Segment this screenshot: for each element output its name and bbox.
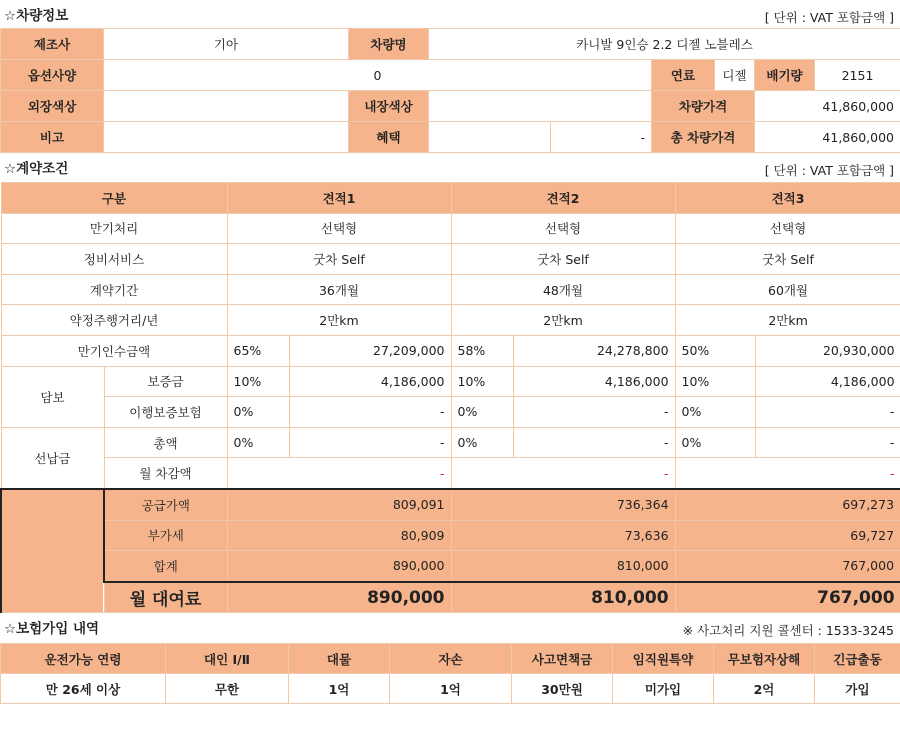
vehicle-section-header — [0, 0, 900, 28]
maintenance-q3: 굿차 Self — [675, 244, 900, 275]
monthly-fee-label: 월 대여료 — [104, 582, 227, 613]
supply-label: 공급가액 — [104, 489, 227, 520]
fuel-value: 디젤 — [715, 60, 755, 91]
benefit-label: 혜택 — [349, 122, 429, 153]
remark-label: 비고 — [1, 122, 104, 153]
insurance-section-header — [0, 613, 900, 643]
ins-header-bodily: 대인 Ⅰ/Ⅱ — [166, 644, 289, 674]
sum-q3: 767,000 — [675, 551, 900, 582]
ins-value-deductible: 30만원 — [512, 674, 613, 704]
maintenance-q2: 굿차 Self — [451, 244, 675, 275]
fee-block-margin — [1, 489, 104, 613]
ins-header-deductible: 사고면책금 — [512, 644, 613, 674]
prepay-amount-q3: - — [755, 427, 900, 458]
price-value: 41,860,000 — [755, 91, 900, 122]
collateral-label: 담보 — [1, 366, 104, 427]
monthly-fee-q1: 890,000 — [227, 582, 451, 613]
maintenance-label: 정비서비스 — [1, 244, 227, 275]
prepay-total-label: 총액 — [104, 427, 227, 458]
mileage-q1: 2만km — [227, 305, 451, 336]
ins-value-emergency: 가입 — [815, 674, 900, 704]
contract-unit-note: [ 단위 : VAT 포함금액 ] — [764, 163, 894, 178]
total-price-value: 41,860,000 — [755, 122, 900, 153]
ins-header-property: 대물 — [289, 644, 390, 674]
benefit-value — [429, 122, 551, 153]
deposit-label: 보증금 — [104, 366, 227, 397]
residual-label: 만기인수금액 — [1, 335, 227, 366]
callcenter-note: ※ 사고처리 지원 콜센터 : 1533-3245 — [682, 623, 894, 639]
monthly-fee-q3: 767,000 — [675, 582, 900, 613]
guarantee-rate-q2: 0% — [451, 397, 513, 428]
contract-section-header — [0, 153, 900, 182]
exterior-color-value — [104, 91, 349, 122]
vat-label: 부가세 — [104, 520, 227, 551]
deposit-rate-q3: 10% — [675, 366, 755, 397]
supply-q1: 809,091 — [227, 489, 451, 520]
maintenance-q1: 굿차 Self — [227, 244, 451, 275]
guarantee-insurance-label: 이행보증보험 — [104, 397, 227, 428]
model-label: 차량명 — [349, 29, 429, 60]
residual-amount-q3: 20,930,000 — [755, 335, 900, 366]
supply-q2: 736,364 — [451, 489, 675, 520]
vat-q3: 69,727 — [675, 520, 900, 551]
guarantee-amount-q1: - — [289, 397, 451, 428]
period-q1: 36개월 — [227, 274, 451, 305]
deposit-amount-q2: 4,186,000 — [513, 366, 675, 397]
period-q2: 48개월 — [451, 274, 675, 305]
model-value: 카니발 9인승 2.2 디젤 노블레스 — [429, 29, 900, 60]
prepay-amount-q1: - — [289, 427, 451, 458]
ins-value-uninsured: 2억 — [714, 674, 815, 704]
remark-value — [104, 122, 349, 153]
vehicle-section-title: ☆차량정보 — [4, 8, 69, 24]
quote2-header: 견적2 — [451, 183, 675, 214]
maturity-q2: 선택형 — [451, 213, 675, 244]
options-value: 0 — [104, 60, 652, 91]
quote3-header: 견적3 — [675, 183, 900, 214]
monthly-deduction-q3: - — [675, 458, 900, 489]
sum-q2: 810,000 — [451, 551, 675, 582]
vat-q1: 80,909 — [227, 520, 451, 551]
contract-table — [0, 182, 900, 613]
prepay-rate-q3: 0% — [675, 427, 755, 458]
category-header: 구분 — [1, 183, 227, 214]
guarantee-amount-q3: - — [755, 397, 900, 428]
exterior-color-label: 외장색상 — [1, 91, 104, 122]
maker-label: 제조사 — [1, 29, 104, 60]
period-label: 계약기간 — [1, 274, 227, 305]
guarantee-amount-q2: - — [513, 397, 675, 428]
vehicle-info-table — [0, 28, 900, 153]
maturity-label: 만기처리 — [1, 213, 227, 244]
benefit-amount: - — [551, 122, 652, 153]
residual-amount-q2: 24,278,800 — [513, 335, 675, 366]
residual-rate-q3: 50% — [675, 335, 755, 366]
fuel-label: 연료 — [652, 60, 715, 91]
ins-value-property: 1억 — [289, 674, 390, 704]
prepay-rate-q1: 0% — [227, 427, 289, 458]
maturity-q3: 선택형 — [675, 213, 900, 244]
period-q3: 60개월 — [675, 274, 900, 305]
displacement-label: 배기량 — [755, 60, 815, 91]
interior-color-label: 내장색상 — [349, 91, 429, 122]
ins-value-bodily: 무한 — [166, 674, 289, 704]
residual-rate-q2: 58% — [451, 335, 513, 366]
maturity-q1: 선택형 — [227, 213, 451, 244]
prepay-rate-q2: 0% — [451, 427, 513, 458]
monthly-deduction-q1: - — [227, 458, 451, 489]
contract-section-title: ☆계약조건 — [4, 161, 69, 177]
residual-amount-q1: 27,209,000 — [289, 335, 451, 366]
monthly-fee-q2: 810,000 — [451, 582, 675, 613]
deposit-amount-q1: 4,186,000 — [289, 366, 451, 397]
displacement-value: 2151 — [815, 60, 900, 91]
ins-header-age: 운전가능 연령 — [1, 644, 166, 674]
deposit-rate-q1: 10% — [227, 366, 289, 397]
guarantee-rate-q1: 0% — [227, 397, 289, 428]
maker-value: 기아 — [104, 29, 349, 60]
deposit-rate-q2: 10% — [451, 366, 513, 397]
interior-color-value — [429, 91, 652, 122]
prepay-amount-q2: - — [513, 427, 675, 458]
ins-header-self: 자손 — [390, 644, 512, 674]
sum-label: 합계 — [104, 551, 227, 582]
ins-value-age: 만 26세 이상 — [1, 674, 166, 704]
guarantee-rate-q3: 0% — [675, 397, 755, 428]
ins-header-employee: 임직원특약 — [613, 644, 714, 674]
mileage-q3: 2만km — [675, 305, 900, 336]
insurance-section-title: ☆보험가입 내역 — [4, 621, 100, 638]
deposit-amount-q3: 4,186,000 — [755, 366, 900, 397]
mileage-label: 약정주행거리/년 — [1, 305, 227, 336]
options-label: 옵션사양 — [1, 60, 104, 91]
insurance-table — [0, 643, 900, 704]
prepay-label: 선납금 — [1, 427, 104, 489]
price-label: 차량가격 — [652, 91, 755, 122]
ins-value-self: 1억 — [390, 674, 512, 704]
vat-q2: 73,636 — [451, 520, 675, 551]
supply-q3: 697,273 — [675, 489, 900, 520]
ins-header-uninsured: 무보험자상해 — [714, 644, 815, 674]
ins-value-employee: 미가입 — [613, 674, 714, 704]
mileage-q2: 2만km — [451, 305, 675, 336]
monthly-deduction-label: 월 차감액 — [104, 458, 227, 489]
sum-q1: 890,000 — [227, 551, 451, 582]
vehicle-unit-note: [ 단위 : VAT 포함금액 ] — [764, 10, 894, 25]
total-price-label: 총 차량가격 — [652, 122, 755, 153]
residual-rate-q1: 65% — [227, 335, 289, 366]
monthly-deduction-q2: - — [451, 458, 675, 489]
quote1-header: 견적1 — [227, 183, 451, 214]
ins-header-emergency: 긴급출동 — [815, 644, 900, 674]
